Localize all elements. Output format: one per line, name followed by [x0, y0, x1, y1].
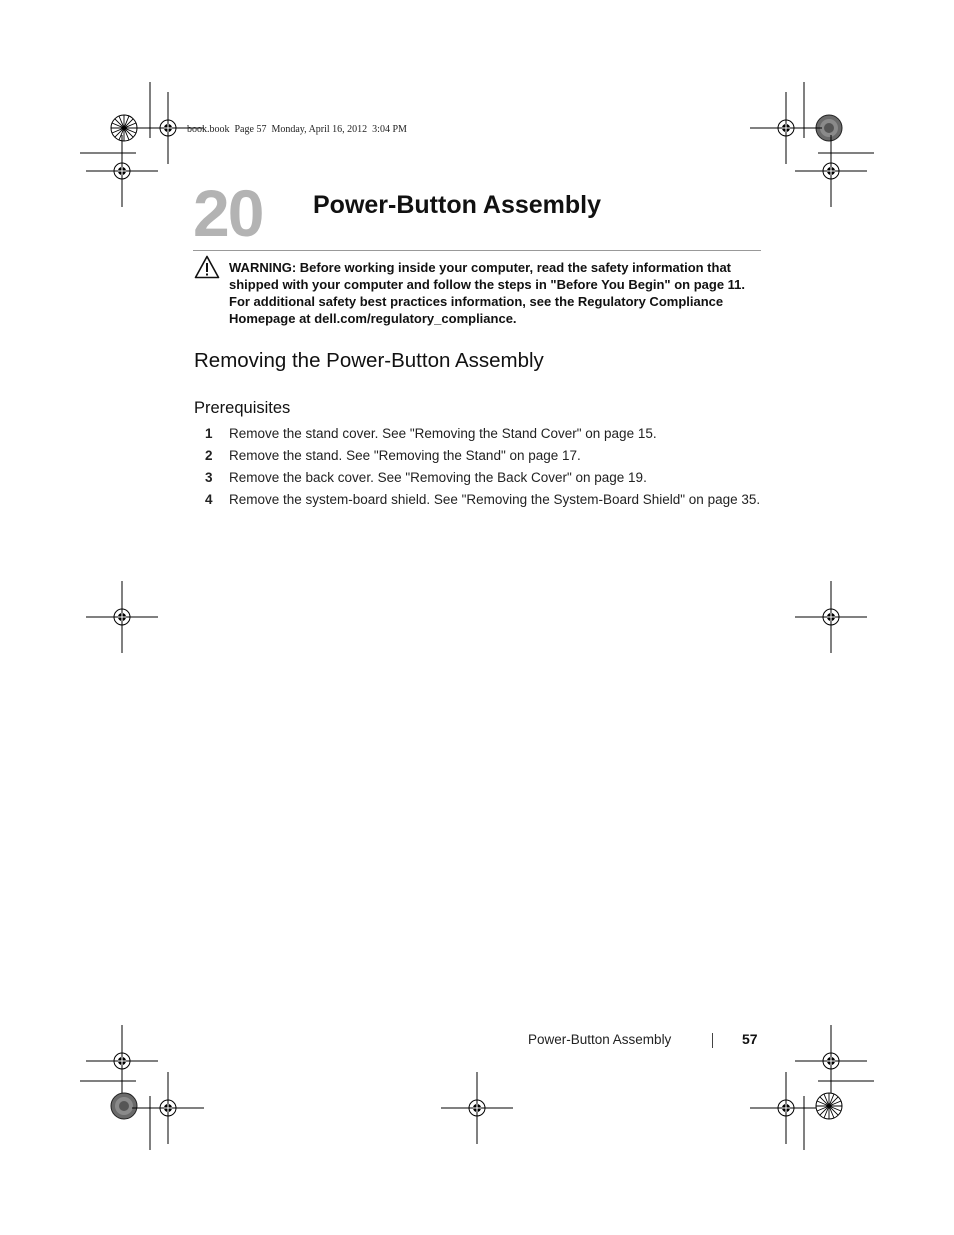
- footer-chapter-title: Power-Button Assembly: [528, 1032, 672, 1047]
- section-heading: Removing the Power-Button Assembly: [194, 349, 544, 372]
- prerequisite-steps: [194, 425, 764, 513]
- step-text: Remove the system-board shield. See "Removing the System-Board Shield" on page 35.: [229, 492, 761, 507]
- step-number: 1: [205, 426, 213, 441]
- warning-text: WARNING: Before working inside your computer, read the safety information that shipped with your computer and follow the steps in "Before You Begin" on page 11. For additional safety best practices information, see the Regulatory Compliance Homepage at dell.com/regulatory_compliance.: [229, 260, 746, 326]
- list-item: [194, 491, 764, 508]
- chapter-title: Power-Button Assembly: [313, 191, 602, 219]
- step-text: Remove the stand. See "Removing the Stand" on page 17.: [229, 448, 581, 463]
- registration-cross-right-lower: [795, 1025, 867, 1097]
- chapter-number: 20: [193, 176, 263, 250]
- registration-cross-left-upper: [86, 135, 158, 207]
- registration-target-bottom-right: [816, 1093, 842, 1119]
- registration-cross-right-middle: [795, 581, 867, 653]
- subsection-heading: Prerequisites: [194, 399, 291, 417]
- registration-cross-bottom-left: [132, 1072, 204, 1144]
- step-text: Remove the stand cover. See "Removing the Stand Cover" on page 15.: [229, 426, 657, 441]
- step-text: Remove the back cover. See "Removing the Back Cover" on page 19.: [229, 470, 647, 485]
- registration-cross-right-upper: [795, 135, 867, 207]
- step-number: 3: [205, 470, 213, 485]
- print-slug: book.book Page 57 Monday, April 16, 2012 3:04 PM: [187, 124, 407, 135]
- footer-separator: [712, 1033, 713, 1048]
- step-number: 2: [205, 448, 213, 463]
- chapter-rule: [193, 250, 761, 251]
- registration-cross-bottom-right: [750, 1072, 822, 1144]
- list-item: [194, 469, 764, 486]
- step-number: 4: [205, 492, 213, 507]
- registration-cross-top-right: [750, 92, 822, 164]
- list-item: [194, 425, 764, 442]
- registration-cross-left-lower: [86, 1025, 158, 1097]
- registration-target-bottom-left: [111, 1093, 137, 1119]
- page-number: 57: [742, 1031, 758, 1047]
- list-item: [194, 447, 764, 464]
- warning-icon: [194, 255, 220, 279]
- registration-cross-left-middle: [86, 581, 158, 653]
- registration-cross-bottom-middle: [441, 1072, 513, 1144]
